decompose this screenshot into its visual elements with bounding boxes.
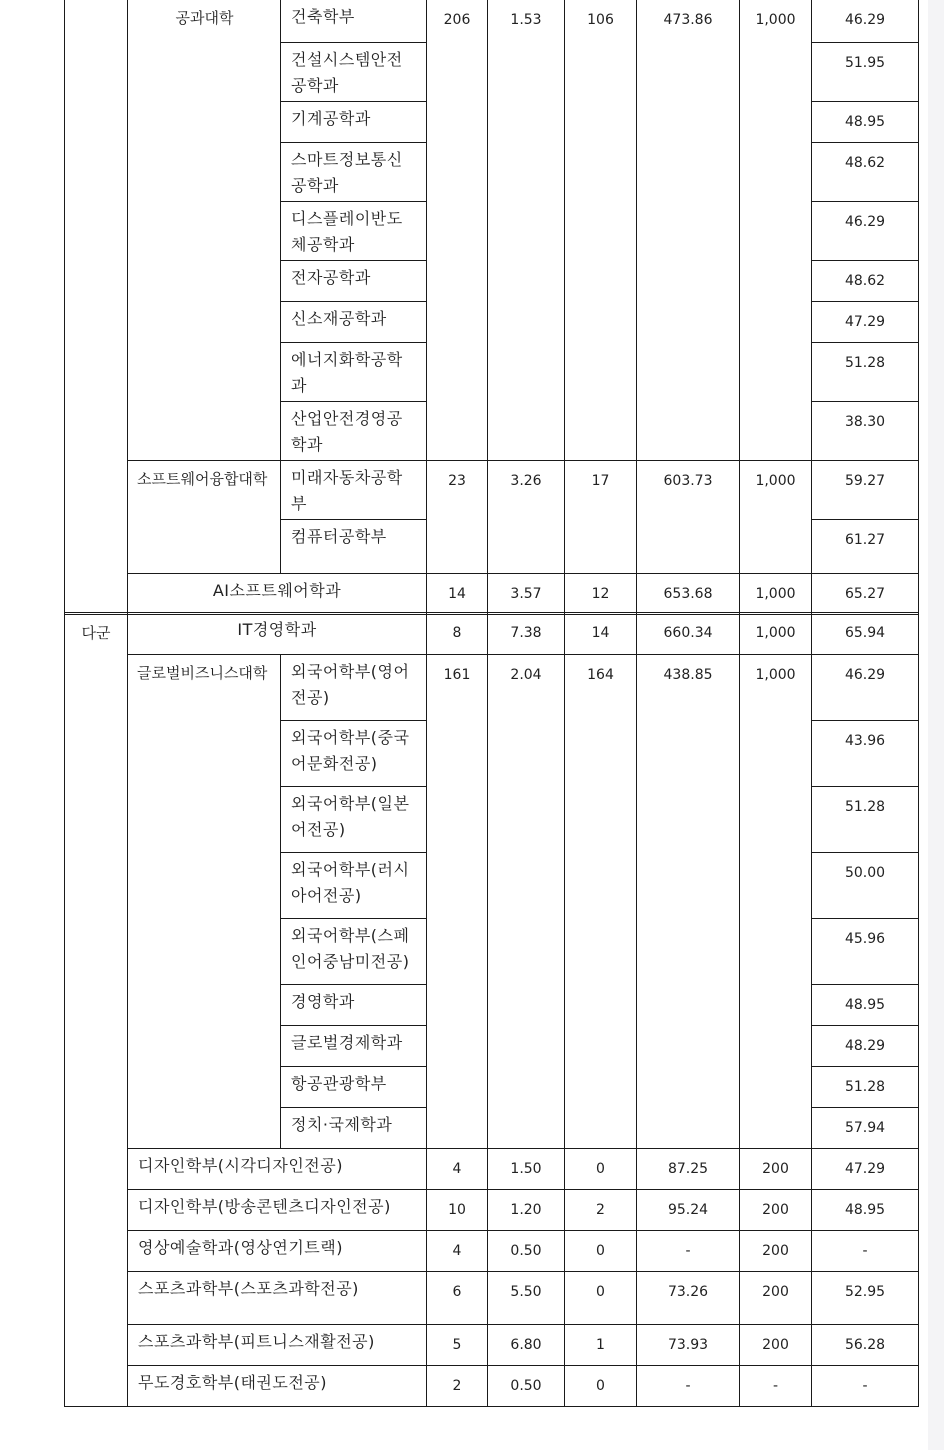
table-row [65,1149,919,1190]
department-name: 글로벌경제학과 [281,1026,427,1067]
percentile: 51.28 [812,1067,919,1108]
cutoff-score: 603.73 [637,461,740,574]
percentile: 48.95 [812,1190,919,1231]
cutoff-score: 660.34 [637,613,740,655]
competition-ratio: 0.50 [488,1231,565,1272]
group-cell-prev [65,0,128,615]
recruit-count: 5 [427,1325,488,1366]
competition-ratio: 3.26 [488,461,565,574]
percentile: - [812,1366,919,1407]
department-name: 외국어학부(러시아어전공) [281,853,427,919]
competition-ratio: 1.20 [488,1190,565,1231]
percentile: 46.29 [812,202,919,261]
full-score: 1,000 [740,574,812,615]
table-row [65,655,919,721]
recruit-count: 4 [427,1149,488,1190]
cutoff-score: 438.85 [637,655,740,1149]
recruit-count: 4 [427,1231,488,1272]
additional-pass: 0 [565,1231,637,1272]
college-name: 소프트웨어융합대학 [128,461,281,574]
recruit-count: 10 [427,1190,488,1231]
percentile: 51.28 [812,343,919,402]
percentile: 65.94 [812,613,919,655]
department-name: 디스플레이반도체공학과 [281,202,427,261]
table-row [65,0,919,43]
department-name: 스포츠과학부(스포츠과학전공) [128,1272,427,1325]
department-name: 건축학부 [281,0,427,43]
department-name: 정치·국제학과 [281,1108,427,1149]
department-name: 영상예술학과(영상연기트랙) [128,1231,427,1272]
table-row [65,1325,919,1366]
table-row [65,461,919,520]
cutoff-score: 87.25 [637,1149,740,1190]
recruit-count: 14 [427,574,488,615]
full-score: 200 [740,1149,812,1190]
percentile: 51.95 [812,43,919,102]
department-name: 컴퓨터공학부 [281,520,427,574]
competition-ratio: 0.50 [488,1366,565,1407]
department-name: 산업안전경영공학과 [281,402,427,461]
additional-pass: 1 [565,1325,637,1366]
full-score: 1,000 [740,0,812,461]
admission-results-table-dagun [64,612,919,1407]
table-row [65,613,919,655]
percentile: 59.27 [812,461,919,520]
department-name: 디자인학부(시각디자인전공) [128,1149,427,1190]
full-score: 200 [740,1325,812,1366]
competition-ratio: 3.57 [488,574,565,615]
recruit-count: 2 [427,1366,488,1407]
group-label: 다군 [65,613,128,1407]
admission-results-table [64,0,919,615]
department-name: 스마트정보통신공학과 [281,143,427,202]
additional-pass: 0 [565,1149,637,1190]
department-name: 경영학과 [281,985,427,1026]
table-row [65,1366,919,1407]
percentile: 56.28 [812,1325,919,1366]
cutoff-score: 653.68 [637,574,740,615]
competition-ratio: 5.50 [488,1272,565,1325]
recruit-count: 8 [427,613,488,655]
full-score: 1,000 [740,461,812,574]
recruit-count: 206 [427,0,488,461]
department-name: IT경영학과 [128,613,427,655]
competition-ratio: 7.38 [488,613,565,655]
percentile: 52.95 [812,1272,919,1325]
department-name: 전자공학과 [281,261,427,302]
percentile: 38.30 [812,402,919,461]
cutoff-score: - [637,1366,740,1407]
full-score: 200 [740,1272,812,1325]
percentile: 47.29 [812,1149,919,1190]
full-score: 200 [740,1231,812,1272]
department-name: 기계공학과 [281,102,427,143]
college-name: 글로벌비즈니스대학 [128,655,281,1149]
competition-ratio: 1.50 [488,1149,565,1190]
table-row [65,574,919,615]
full-score: 1,000 [740,655,812,1149]
cutoff-score: - [637,1231,740,1272]
recruit-count: 23 [427,461,488,574]
cutoff-score: 73.93 [637,1325,740,1366]
percentile: 43.96 [812,721,919,787]
additional-pass: 164 [565,655,637,1149]
full-score: 1,000 [740,613,812,655]
college-name: 공과대학 [128,0,281,461]
cutoff-score: 73.26 [637,1272,740,1325]
percentile: 51.28 [812,787,919,853]
additional-pass: 0 [565,1272,637,1325]
additional-pass: 106 [565,0,637,461]
percentile: 48.95 [812,102,919,143]
department-name: 에너지화학공학과 [281,343,427,402]
department-name: 스포츠과학부(피트니스재활전공) [128,1325,427,1366]
percentile: 48.95 [812,985,919,1026]
percentile: 46.29 [812,655,919,721]
percentile: 48.62 [812,261,919,302]
full-score: - [740,1366,812,1407]
percentile: 57.94 [812,1108,919,1149]
department-name: 외국어학부(중국어문화전공) [281,721,427,787]
percentile: 46.29 [812,0,919,43]
full-score: 200 [740,1190,812,1231]
percentile: 61.27 [812,520,919,574]
percentile: 50.00 [812,853,919,919]
additional-pass: 12 [565,574,637,615]
department-name: 무도경호학부(태권도전공) [128,1366,427,1407]
table-row [65,1190,919,1231]
table-row [65,1272,919,1325]
percentile: 47.29 [812,302,919,343]
additional-pass: 0 [565,1366,637,1407]
recruit-count: 6 [427,1272,488,1325]
percentile: 48.62 [812,143,919,202]
department-name: 항공관광학부 [281,1067,427,1108]
department-name: 건설시스템안전공학과 [281,43,427,102]
percentile: 48.29 [812,1026,919,1067]
cutoff-score: 95.24 [637,1190,740,1231]
department-name: 신소재공학과 [281,302,427,343]
department-name: 외국어학부(일본어전공) [281,787,427,853]
department-name: AI소프트웨어학과 [128,574,427,615]
competition-ratio: 2.04 [488,655,565,1149]
department-name: 디자인학부(방송콘텐츠디자인전공) [128,1190,427,1231]
percentile: 65.27 [812,574,919,615]
percentile: 45.96 [812,919,919,985]
cutoff-score: 473.86 [637,0,740,461]
additional-pass: 2 [565,1190,637,1231]
department-name: 외국어학부(스페인어중남미전공) [281,919,427,985]
department-name: 외국어학부(영어전공) [281,655,427,721]
department-name: 미래자동차공학부 [281,461,427,520]
table-row [65,1231,919,1272]
recruit-count: 161 [427,655,488,1149]
competition-ratio: 1.53 [488,0,565,461]
additional-pass: 14 [565,613,637,655]
competition-ratio: 6.80 [488,1325,565,1366]
additional-pass: 17 [565,461,637,574]
percentile: - [812,1231,919,1272]
